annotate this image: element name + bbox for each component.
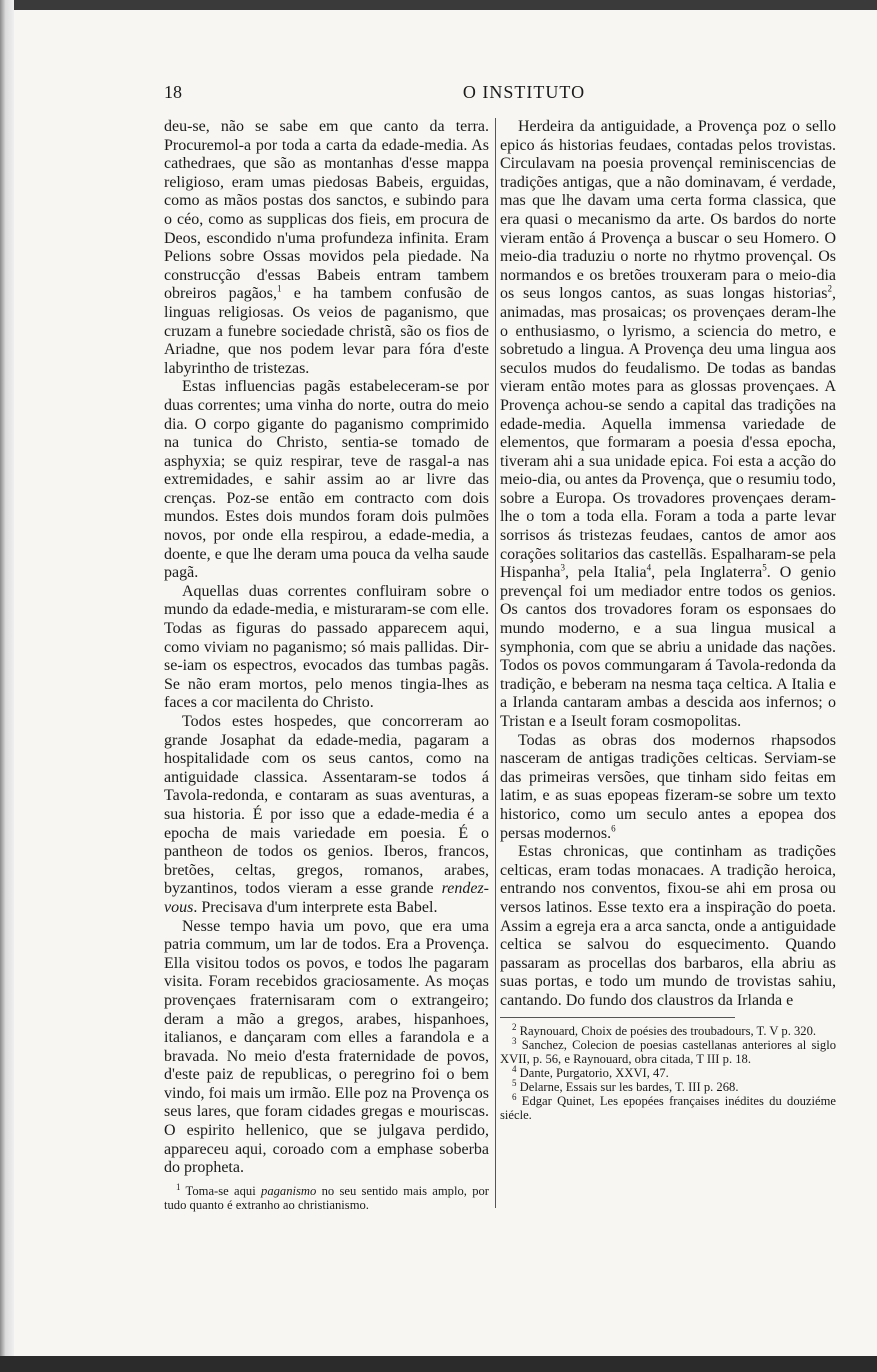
footnote-6: $^6$ Edgar Quinet, Les epopées françaises inédites du douziéme siécle.	[500, 1091, 836, 1122]
footnote-2: $^2$ Raynouard, Choix de poésies des troubadours, T. V p. 320.	[512, 1021, 817, 1038]
page-bottom-edge	[0, 1356, 877, 1372]
left-paragraph-2: Estas influencias pagãs estabeleceram-se por duas correntes; uma vinha do norte, outra do meio dia. O corpo gigante do paganismo comprimido na tunica do Christo, sentia-se tomado de asphyxia; se quiz respirar, teve de rasgal-a nas extremidades, e sahir assim ao ar livre das crenças. Poz-se então em contracto com dois mundos. Estes dois mundos foram dois pulmões novos, por onde ella respirou, a edade-media, a doente, e que lhe deram uma pouca da velha saude pagã.	[164, 378, 489, 582]
emphasis-rendez-vous: rendez-vous	[164, 880, 489, 916]
page-binding-edge	[0, 0, 14, 1372]
footnote-1: $^1$ Toma-se aqui paganismo no seu sentido mais amplo, por tudo quanto é extranho ao christianismo.	[164, 1181, 489, 1212]
column-divider	[495, 118, 496, 1208]
left-paragraph-4: Todos estes hospedes, que concorreram ao grande Josaphat da edade-media, pagaram a hospitalidade com os seus cantos, como na antiguidade classica. Assentaram-se todos á Tavola-redonda, e contaram as suas aventuras, a sua historia. É por isso que a edade-media é a epocha de mais variedade em poesia. É o pantheon de todos os genios. Iberos, francos, bretões, celtas, gregos, romanos, arabes, byzantinos, todos vieram a esse grande rendez-vous. Precisava d'um interprete esta Babel.	[164, 713, 489, 916]
right-paragraph-2: Todas as obras dos modernos rhapsodos nasceram de antigas tradições celticas. Serviam-se das primeiras versões, que tinham sido feitas em latim, e as suas epopeas fizeram-se sobre um texto historico, como um seculo antes a epopea dos persas modernos.$^6$	[500, 731, 836, 842]
right-footnotes	[500, 1021, 836, 1122]
footnote-ref-1: 1	[277, 284, 282, 295]
book-page	[14, 10, 877, 1356]
left-paragraph-1: deu-se, não se sabe em que canto da terra. Procuremol-a por toda a carta da edade-media. As cathedraes, que são as montanhas d'esse mappa religioso, eram umas piedosas Babeis, erguidas, como as mãos postas dos sanctos, e subindo para o céo, como as supplicas dos fieis, em procura de Deos, escondido n'uma profundeza infinita. Eram Pelions sobre Ossas movidos pela piedade. Na construcção d'essas Babeis entram tambem obreiros pagãos,$^1$ e ha tambem confusão de linguas religiosas. Os veios de paganismo, que cruzam a funebre sociedade christã, são os fios de Ariadne, que nos podem levar para fóra d'este labyrintho de tristezas.	[164, 118, 489, 377]
running-title: O INSTITUTO	[462, 82, 586, 102]
page-header	[164, 82, 844, 108]
footnote-5: $^5$ Delarne, Essais sur les bardes, T. III p. 268.	[512, 1077, 739, 1094]
page-number: 18	[164, 82, 182, 102]
left-column	[164, 118, 489, 1212]
footnote-rule	[500, 1017, 735, 1018]
left-footnotes	[164, 1181, 489, 1212]
left-paragraph-5: Nesse tempo havia um povo, que era uma patria commum, um lar de todos. Era a Provença. Ella visitou todos os povos, e todos lhe pagaram visita. Foram recebidos graciosamente. As moças provençaes fraternisaram com o extrangeiro; deram a mão a gregos, arabes, hispanhoes, italianos, e dançaram com elles a farandola e a bravada. No meio d'esta fraternidade de povos, d'este paiz de republicas, o peregrino foi o bem vindo, foi mais um irmão. Elle poz na Provença os seus lares, que foram cidades gregas e mouriscas. O espirito hellenico, que se julgava perdido, appareceu aqui, coroado com a emphase soberba do propheta.	[164, 917, 489, 1177]
footnote-4: $^4$ Dante, Purgatorio, XXVI, 47.	[512, 1063, 669, 1080]
right-paragraph-1: Herdeira da antiguidade, a Provença poz o sello epico ás historias feudaes, contadas pelos trovistas. Circulavam na poesia provençal reminiscencias de tradições antigas, que a não dominavam, é verdade, mas que lhe davam uma certa forma classica, que era quasi o mecanismo da arte. Os bardos do norte vieram então á Provença a buscar o seu Homero. O meio-dia traduziu o norte no rhytmo provençal. Os normandos e os bretões trouxeram para o meio-dia os seus longos cantos, as suas longas historias$^2$, animadas, mas prosaicas; os provençaes deram-lhe o enthusiasmo, o lyrismo, a sciencia do metro, e sobretudo a lingua. A Provença deu uma lingua aos seculos mudos do feudalismo. De todas as bandas vieram então motes para as glossas provençaes. A Provença achou-se sendo a capital das tradições na edade-media. Aquella immensa variedade de elementos, que formaram a poesia d'essa epocha, tiveram ahi a sua unidade epica. Foi esta a acção do meio-dia, ou antes da Provença, que o resumiu todo, sobre a Europa. Os trovadores provençaes deram-lhe o tom a toda ella. Foram a toda a parte levar sorrisos ás tristezas feudaes, cantos de amor aos corações solitarios das castellãs. Espalharam-se pela Hispanha$^3$, pela Italia$^4$, pela Inglaterra$^5$. O genio prevençal foi um mediador entre todos os genios. Os cantos dos trovadores foram os esponsaes do mundo moderno, e a sua lingua musical a symphonia, com que se abriu a unidade das nações. Todos os povos commungaram á Tavola-redonda da tradição, e beberam na nesma taça celtica. A Italia e a Irlanda cantaram ambas a descida aos infernos; o Tristan e a Iseult foram cosmopolitas.	[500, 118, 836, 730]
footnote-3: $^3$ Sanchez, Colecion de poesias castellanas anteriores al siglo XVII, p. 56, e Raynouard, obra citada, T III p. 18.	[500, 1035, 836, 1066]
left-paragraph-3: Aquellas duas correntes confluiram sobre o mundo da edade-media, e misturaram-se com elle. Todas as figuras do passado apparecem aqui, como viviam no paganismo; só mais pallidas. Dir-se-iam os espectros, evocados das tumbas pagãs. Se não eram mortos, pelo menos tingia-lhes as faces a cor macilenta do Christo.	[164, 582, 489, 712]
right-paragraph-3: Estas chronicas, que continham as tradições celticas, eram todas monacaes. A tradição heroica, entrando nos conventos, fixou-se ahi em prosa ou versos latinos. Esse texto era a inspiração do poeta. Assim a egreja era a arca sancta, onde a antiguidade celtica se salvou do esquecimento. Quando passaram as procellas dos barbaros, ella abriu as suas portas, e todo um mundo de trovistas sahiu, cantando. Do fundo dos claustros da Irlanda e	[500, 843, 836, 1009]
right-column	[500, 118, 836, 1122]
